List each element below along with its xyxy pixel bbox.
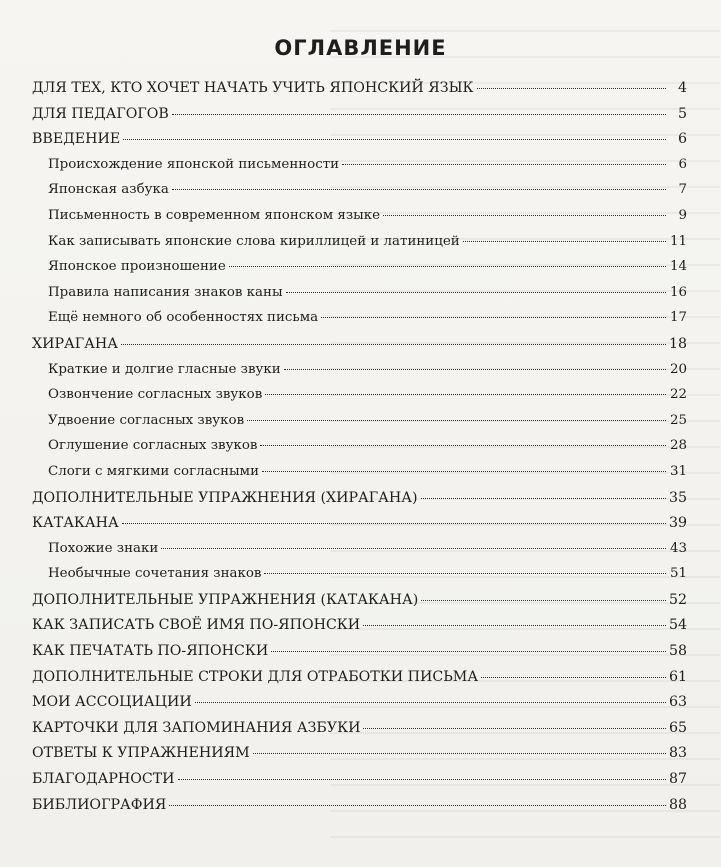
toc-entry xyxy=(32,490,687,516)
toc-entry xyxy=(32,720,687,746)
toc-page-number: 6 xyxy=(678,156,687,172)
toc-page-number: 61 xyxy=(668,668,687,685)
toc-entry xyxy=(32,771,687,797)
toc-page-number: 16 xyxy=(669,284,687,300)
toc-subentry xyxy=(32,182,687,208)
dot-leader xyxy=(286,292,666,293)
toc-page-number: 5 xyxy=(677,105,687,122)
toc-page-number: 65 xyxy=(668,719,687,736)
toc-subentry xyxy=(32,234,687,260)
toc-entry xyxy=(32,106,687,132)
toc-entry xyxy=(32,80,687,106)
toc-entry-title: Слоги с мягкими согласными xyxy=(48,463,260,479)
toc-page-number: 18 xyxy=(668,335,687,352)
toc-entry-title: КАК ЗАПИСАТЬ СВОЁ ИМЯ ПО-ЯПОНСКИ xyxy=(32,617,361,634)
dot-leader xyxy=(121,344,666,345)
toc-entry-title: Краткие и долгие гласные звуки xyxy=(48,361,281,377)
toc-entry-title: Удвоение согласных звуков xyxy=(48,412,245,428)
toc-entry xyxy=(32,515,687,541)
dot-leader xyxy=(265,394,666,395)
toc-page-number: 6 xyxy=(677,131,687,148)
toc-page-number: 52 xyxy=(668,591,687,608)
toc-page-number: 17 xyxy=(669,310,687,326)
dot-leader xyxy=(363,625,666,626)
dot-leader xyxy=(271,651,666,652)
toc-page-number: 88 xyxy=(668,796,687,813)
toc-page-number: 9 xyxy=(678,207,687,223)
toc-page-number: 54 xyxy=(668,617,687,634)
toc-subentry xyxy=(32,310,687,336)
toc-subentry xyxy=(32,438,687,464)
toc-entry-title: МОИ АССОЦИАЦИИ xyxy=(32,694,192,711)
dot-leader xyxy=(264,573,666,574)
toc-subentry xyxy=(32,464,687,490)
toc-entry xyxy=(32,745,687,771)
toc-entry-title: ДОПОЛНИТЕЛЬНЫЕ УПРАЖНЕНИЯ (ХИРАГАНА) xyxy=(32,489,418,506)
toc-entry-title: Озвончение согласных звуков xyxy=(48,387,263,403)
toc-page-number: 63 xyxy=(668,694,687,711)
dot-leader xyxy=(123,139,666,140)
toc-page-number: 87 xyxy=(668,771,687,788)
toc-entry xyxy=(32,694,687,720)
toc-entry xyxy=(32,592,687,618)
toc-entry-title: Необычные сочетания знаков xyxy=(48,566,262,582)
toc-page-number: 11 xyxy=(669,233,687,249)
toc-page-number: 43 xyxy=(669,540,687,556)
dot-leader xyxy=(284,369,666,370)
toc-entry-title: ДОПОЛНИТЕЛЬНЫЕ СТРОКИ ДЛЯ ОТРАБОТКИ ПИСЬМА xyxy=(32,668,479,685)
dot-leader xyxy=(172,114,666,115)
toc-page-number: 4 xyxy=(677,80,687,96)
dot-leader xyxy=(421,498,666,499)
toc-subentry xyxy=(32,259,687,285)
dot-leader xyxy=(253,753,666,754)
toc-page-number: 28 xyxy=(669,438,687,454)
dot-leader xyxy=(169,805,666,806)
toc-entry-title: Ещё немного об особенностях письма xyxy=(48,310,319,326)
dot-leader xyxy=(477,88,666,89)
toc-entry-title: ВВЕДЕНИЕ xyxy=(32,131,121,148)
toc-subentry xyxy=(32,566,687,592)
toc-entry-title: ОТВЕТЫ К УПРАЖНЕНИЯМ xyxy=(32,745,250,762)
toc-page-number: 31 xyxy=(669,463,687,479)
dot-leader xyxy=(172,189,666,190)
toc-entry-title: Как записывать японские слова кириллицей и латиницей xyxy=(48,233,460,249)
dot-leader xyxy=(247,420,666,421)
toc-page-number: 39 xyxy=(668,515,687,532)
dot-leader xyxy=(122,523,666,524)
dot-leader xyxy=(383,215,666,216)
toc-entry-title: ДЛЯ ПЕДАГОГОВ xyxy=(32,105,169,122)
toc-entry xyxy=(32,131,687,157)
toc-entry-title: БИБЛИОГРАФИЯ xyxy=(32,796,167,813)
toc-entry-title: БЛАГОДАРНОСТИ xyxy=(32,771,175,788)
toc-entry-title: КАК ПЕЧАТАТЬ ПО-ЯПОНСКИ xyxy=(32,643,269,660)
toc-entry-title: ДОПОЛНИТЕЛЬНЫЕ УПРАЖНЕНИЯ (КАТАКАНА) xyxy=(32,591,419,608)
toc-entry-title: ХИРАГАНА xyxy=(32,335,119,352)
toc-entry-title: КАТАКАНА xyxy=(32,515,119,532)
dot-leader xyxy=(321,317,666,318)
toc-entry-title: Японское произношение xyxy=(48,259,226,275)
toc-entry xyxy=(32,336,687,362)
dot-leader xyxy=(229,266,666,267)
toc-page-number: 20 xyxy=(669,361,687,377)
toc-entry-title: Похожие знаки xyxy=(48,540,159,556)
table-of-contents xyxy=(32,80,687,822)
toc-entry xyxy=(32,643,687,669)
toc-entry-title: ДЛЯ ТЕХ, КТО ХОЧЕТ НАЧАТЬ УЧИТЬ ЯПОНСКИЙ ЯЗЫК xyxy=(32,80,474,96)
toc-page-number: 14 xyxy=(669,259,687,275)
dot-leader xyxy=(481,677,666,678)
page-title: ОГЛАВЛЕНИЕ xyxy=(274,36,447,60)
toc-subentry xyxy=(32,387,687,413)
toc-entry xyxy=(32,797,687,823)
dot-leader xyxy=(260,445,666,446)
toc-page-number: 25 xyxy=(669,412,687,428)
dot-leader xyxy=(463,241,666,242)
toc-entry xyxy=(32,669,687,695)
toc-subentry xyxy=(32,157,687,183)
toc-page-number: 35 xyxy=(668,489,687,506)
dot-leader xyxy=(178,779,666,780)
toc-page-number: 51 xyxy=(669,566,687,582)
dot-leader xyxy=(363,728,665,729)
dot-leader xyxy=(195,702,666,703)
toc-page-number: 58 xyxy=(668,643,687,660)
toc-subentry xyxy=(32,362,687,388)
toc-subentry xyxy=(32,541,687,567)
dot-leader xyxy=(161,548,666,549)
toc-page-number: 7 xyxy=(678,182,687,198)
toc-entry-title: Японская азбука xyxy=(48,182,169,198)
toc-entry-title: Правила написания знаков каны xyxy=(48,284,283,300)
toc-entry-title: Письменность в современном японском языке xyxy=(48,207,381,223)
dot-leader xyxy=(342,164,666,165)
toc-page-number: 22 xyxy=(669,387,687,403)
dot-leader xyxy=(421,600,666,601)
dot-leader xyxy=(262,471,666,472)
toc-entry-title: Происхождение японской письменности xyxy=(48,156,340,172)
toc-subentry xyxy=(32,413,687,439)
toc-subentry xyxy=(32,208,687,234)
toc-subentry xyxy=(32,285,687,311)
toc-entry-title: КАРТОЧКИ ДЛЯ ЗАПОМИНАНИЯ АЗБУКИ xyxy=(32,719,361,736)
toc-entry-title: Оглушение согласных звуков xyxy=(48,438,258,454)
toc-entry xyxy=(32,617,687,643)
toc-page-number: 83 xyxy=(668,745,687,762)
